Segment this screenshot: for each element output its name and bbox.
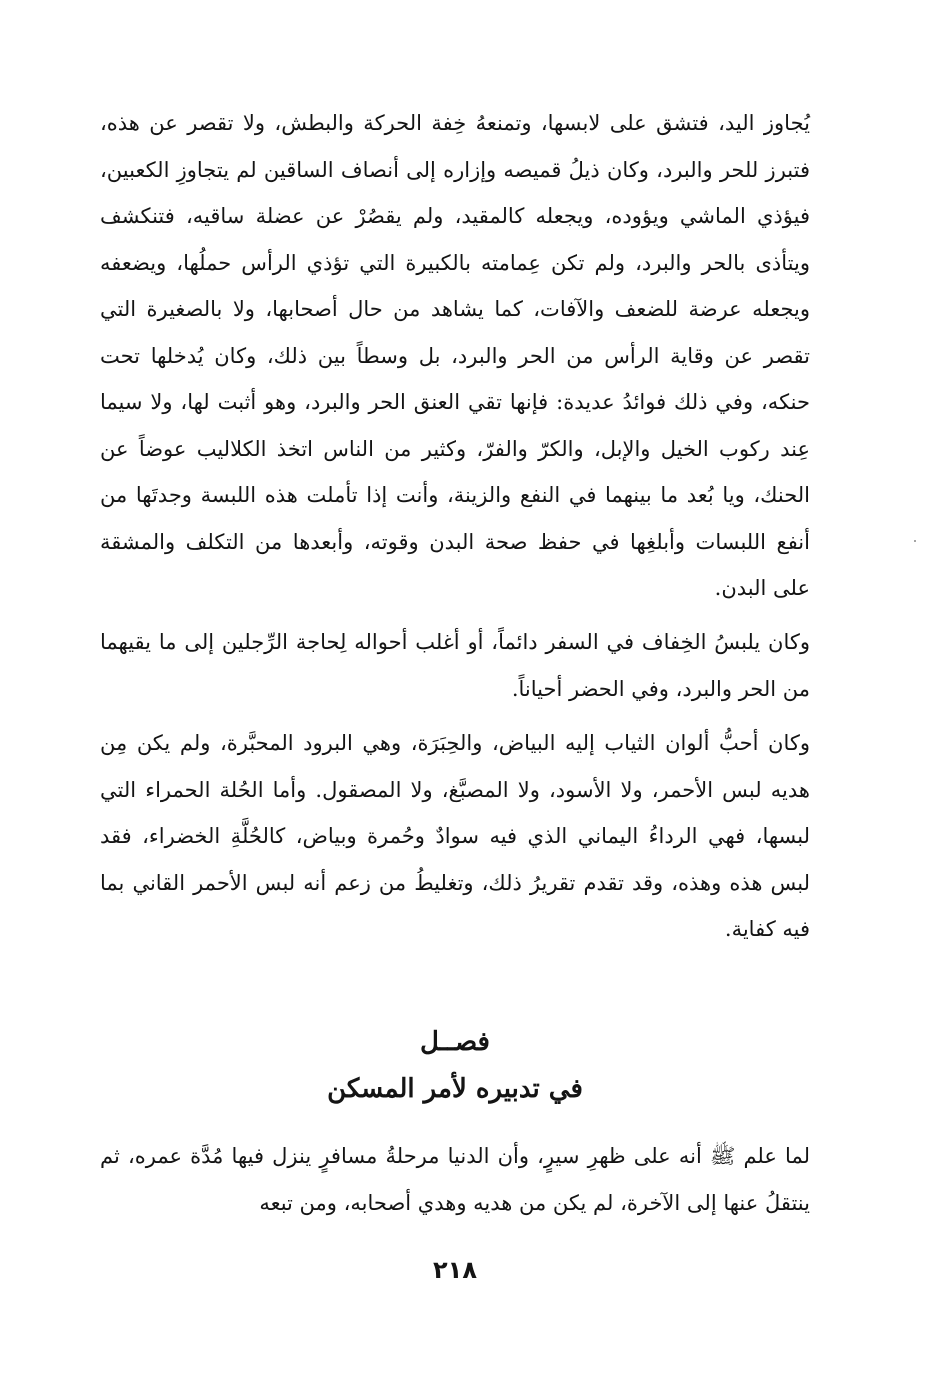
section-label: فصــل (420, 1027, 490, 1057)
paragraph-dwelling (100, 1133, 810, 1226)
paragraph-khuff (100, 619, 810, 712)
scan-speck (914, 540, 916, 542)
paragraph-colors (100, 720, 810, 953)
paragraph-text: يُجاوز اليد، فتشق على لابسها، وتمنعهُ خِفة الحركة والبطش، ولا تقصر عن هذه، فتبرز للحر والبرد، وكان ذيلُ قميصه وإزاره إلى أنصاف الساقين لم يتجاوزِ الكعبين، فيؤذي الماشي ويؤوده، ويجعله كالمقيد، ولم يقصُرْ عن عضلة ساقيه، فتنكشف ويتأذى بالحر والبرد، ولم تكن عِمامته بالكبيرة التي تؤذي الرأس حملُها، ويضعفه ويجعله عرضة للضعف والآفات، كما يشاهد من حال أصحابها، ولا بالصغيرة التي تقصر عن وقاية الرأس من الحر والبرد، بل وسطاً بين ذلك، وكان يُدخلها تحت حنكه، وفي ذلك فوائدُ عديدة: فإنها تقي العنق الحر والبرد، وهو أثبت لها، ولا سيما عِند ركوب الخيل والإبل، والكرّ والفرّ، وكثير من الناس اتخذ الكلاليب عوضاً عن الحنك، ويا بُعد ما بينهما في النفع والزينة، وأنت إذا تأملت هذه اللبسة وجدتَها من أنفع اللبسات وأبلغِها في حفظ صحة البدن وقوته، وأبعدها من التكلف والمشقة على البدن. (100, 111, 810, 600)
paragraph-text: لما علم ﷺ أنه على ظهرِ سيرٍ، وأن الدنيا مرحلةُ مسافرٍ ينزل فيها مُدَّة عمره، ثم ينتقلُ عنها إلى الآخرة، لم يكن من هديه وهدي أصحابه، ومن تبعه (100, 1144, 810, 1215)
section-title: في تدبيره لأمر المسكن (327, 1074, 583, 1104)
paragraph-text: وكان يلبسُ الخِفاف في السفر دائماً، أو أغلب أحواله لِحاجة الرِّجلين إلى ما يقيهما من الحر والبرد، وفي الحضر أحياناً. (100, 630, 810, 701)
page-number: ٢١٨ (433, 1256, 477, 1284)
paragraph-text: وكان أحبُّ ألوان الثياب إليه البياض، والحِبَرَة، وهي البرود المحبَّرة، ولم يكن مِن هديه لبس الأحمر، ولا الأسود، ولا المصبَّغ، ولا المصقول. وأما الحُلة الحمراء التي لبسها، فهي الرداءُ اليماني الذي فيه سوادٌ وحُمرة وبياض، كالحُلَّةِ الخضراء، فقد لبس هذه وهذه، وقد تقدم تقريرُ ذلك، وتغليطُ من زعم أنه لبس الأحمر القاني بما فيه كفاية. (100, 731, 810, 941)
paragraph-clothing-description (100, 100, 810, 612)
